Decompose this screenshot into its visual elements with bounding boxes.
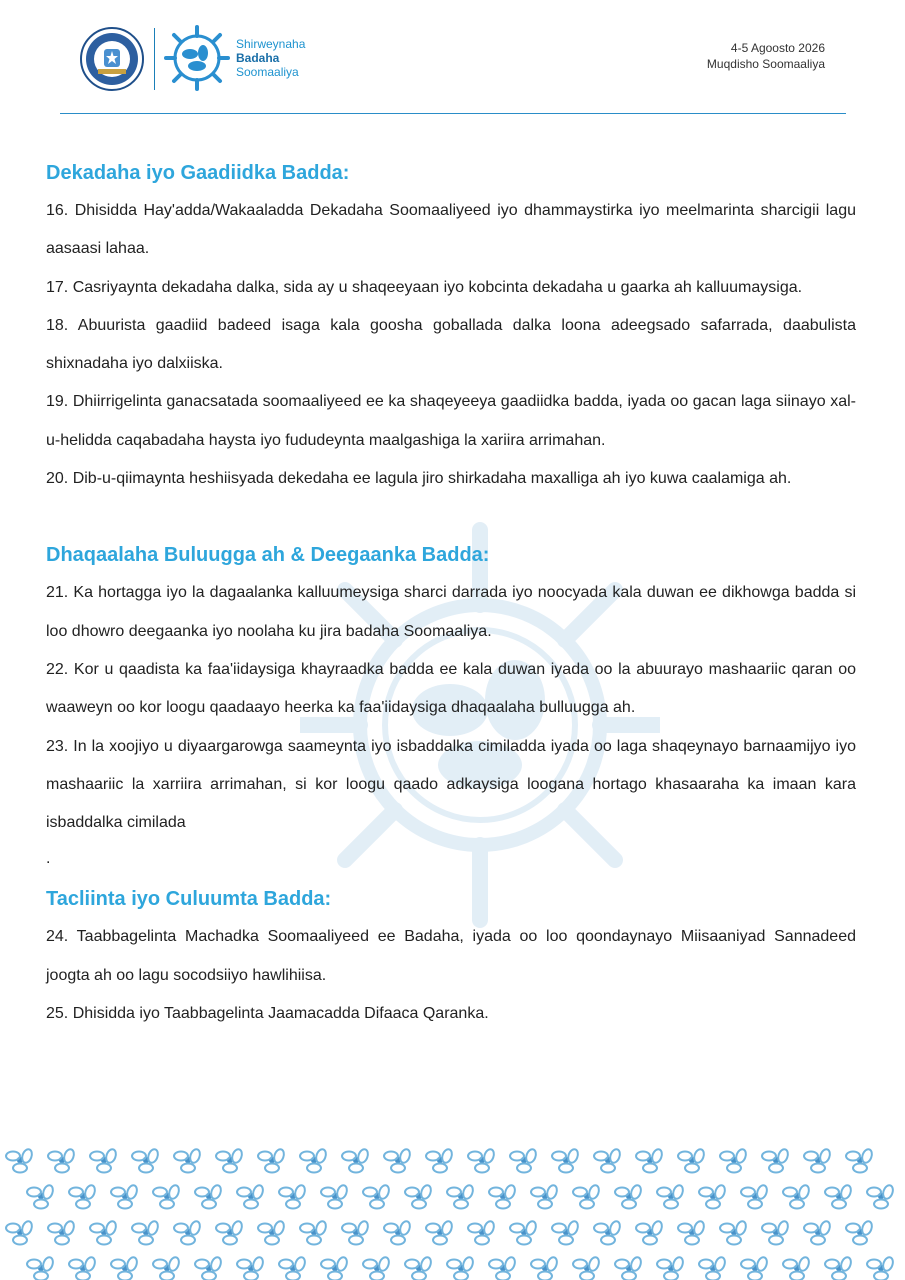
ship-wheel-logo-icon xyxy=(163,24,231,92)
somalia-seal-icon xyxy=(80,27,144,91)
list-item: 17. Casriyaynta dekadaha dalka, sida ay u shaqeeyaan iyo kobcinta dekadaha u gaarka ah kalluumaysiga. xyxy=(46,278,803,296)
brand-line-1: Shirweynaha xyxy=(236,37,306,51)
list-item: 19. Dhiirrigelinta ganacsatada soomaaliyeed ee ka shaqeyeeya gaadiidka badda, iyada oo gacan laga siinayo xal-u-helidda caqabadaha haysta iyo fududeynta maalgashiga la xariira arrimahan. xyxy=(46,393,856,449)
section-title: Dekadaha iyo Gaadiidka Badda: xyxy=(46,162,350,184)
list-item: 18. Abuurista gaadiid badeed isaga kala goosha goballada dalka loona adeegsado safarrada, daabulista shixnadaha iyo dalxiiska. xyxy=(46,316,856,373)
conference-brand xyxy=(236,37,305,79)
list-item: 20. Dib-u-qiimaynta heshiisyada dekedaha ee lagula jiro shirkadaha maxalliga ah iyo kuwa caalamiga ah. xyxy=(46,470,792,488)
trailing-period: . xyxy=(46,850,51,868)
list-item: 25. Dhisidda iyo Taabbagelinta Jaamacadda Difaaca Qaranka. xyxy=(46,1005,489,1023)
header-divider xyxy=(154,28,155,90)
event-info xyxy=(707,40,825,72)
list-item: 21. Ka hortagga iyo la dagaalanka kalluumeysiga sharci darrada iyo noocyada kala duwan ee dikhowga badda si loo dhowro deegaanka iyo noolaha ku jira badaha Soomaaliya. xyxy=(46,584,856,640)
event-date: 4-5 Agoosto 2026 xyxy=(730,41,825,55)
event-location: Muqdisho Soomaaliya xyxy=(706,57,825,71)
list-item: 24. Taabbagelinta Machadka Soomaaliyeed ee Badaha, iyada oo loo qoondaynayo Miisaaniyad Sannadeed joogta ah oo lagu socodsiiyo hawlihiisa. xyxy=(46,928,856,984)
list-item: 22. Kor u qaadista ka faa'iidaysiga khayraadka badda ee kala duwan iyada oo la abuurayo mashaariic qaran oo waaweyn oo kor loogu qaadaayo heerka ka faa'iidaysiga dhaqaalaha bulluugga ah. xyxy=(46,660,856,717)
brand-line-3: Soomaaliya xyxy=(236,65,299,79)
section-title: Tacliinta iyo Culuumta Badda: xyxy=(46,888,332,911)
list-item: 23. In la xoojiyo u diyaargarowga saameynta iyo isbaddalka cimiladda iyada oo laga shaqeynayo barnaamijyo iyo mashaariic la xarriira arrimahan, si kor loogu qaado adkaysiga loogana hortago khasaaraha ka imaan kara isbaddalka cimilada xyxy=(46,737,856,832)
section-title: Dhaqaalaha Buluugga ah & Deegaanka Badda: xyxy=(46,544,490,567)
brand-line-2: Badaha xyxy=(236,51,280,65)
list-item: 16. Dhisidda Hay'adda/Wakaaladda Dekadaha Soomaaliyeed iyo dhammaystirka iyo meelmarinta sharcigii lagu aasaasi lahaa. xyxy=(46,202,856,258)
propeller-pattern-icon xyxy=(0,1140,905,1280)
page-header xyxy=(0,0,905,115)
document-body xyxy=(46,158,856,1033)
